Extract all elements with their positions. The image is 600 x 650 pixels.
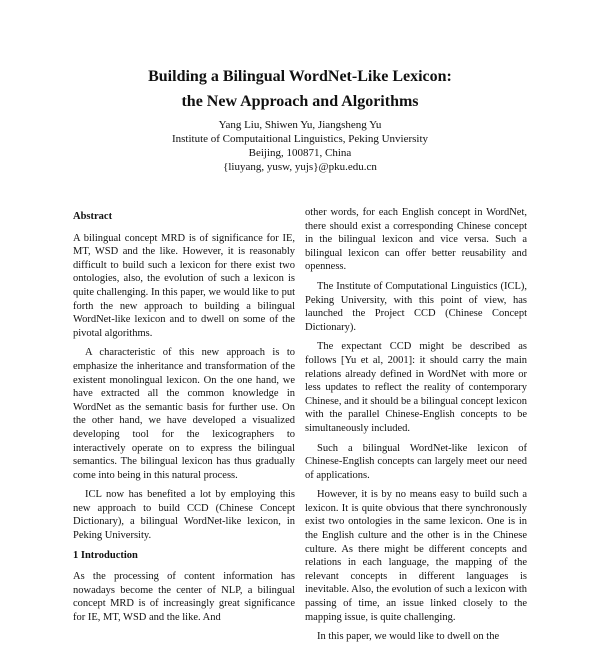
paper-title-line-1: Building a Bilingual WordNet-Like Lexicon:	[148, 68, 452, 85]
introduction-heading: 1 Introduction	[73, 549, 138, 561]
paper-title-line-2: the New Approach and Algorithms	[181, 93, 419, 110]
abstract-paragraph-1: A bilingual concept MRD is of significance for IE, MT, WSD and the like. However, it is reasonably difficult to build such a lexicon for there exist two ontologies, also, the evolution of such a lexicon is quite challenging. In this paper, we would like to put forth the new approach to building a bilingual WordNet-like lexicon and to dwell on some of the pivotal algorithms.	[73, 232, 295, 339]
introduction-paragraph-1: As the processing of content information has nowadays become the center of NLP, a bilingual concept MRD is of increasingly great significance for IE, MT, WSD and the like. And	[73, 571, 295, 624]
author-emails: {liuyang, yusw, yujs}@pku.edu.cn	[223, 161, 377, 173]
author-location: Beijing, 100871, China	[248, 147, 352, 159]
body-paragraph-4: Such a bilingual WordNet-like lexicon of Chinese-English concepts can largely meet our need of applications.	[305, 442, 527, 481]
right-column	[305, 206, 527, 650]
body-paragraph-6: In this paper, we would like to dwell on the	[317, 631, 500, 643]
body-paragraph-3: The expectant CCD might be described as follows [Yu et al, 2001]: it should carry the main relations already defined in WordNet with more or less updates to reflect the reality of contemporary Chinese, and it should be a bilingual concept lexicon with the parallel Chinese-English concepts to be simultaneously included.	[305, 341, 527, 434]
body-paragraph-2: The Institute of Computational Linguistics (ICL), Peking University, with this point of view, has launched the Project CCD (Chinese Concept Dictionary).	[305, 280, 527, 333]
author-affiliation: Institute of Computaitional Linguistics, Peking Unviersity	[171, 133, 429, 145]
left-column	[73, 206, 295, 631]
abstract-paragraph-2: A characteristic of this new approach is to emphasize the inheritance and transformation of the existent monolingual lexicon. On the one hand, we have extracted all the common knowledge in WordNet as the semantic basis for further use. On the other hand, we have developed a visualized developing tool for the lexicographers to interactively operate on to express the bilingual semantics. The bilingual lexicon has thus gradually come into being in this natural process.	[73, 347, 295, 481]
body-paragraph-1: other words, for each English concept in WordNet, there should exist a corresponding Chinese concept in the bilingual lexicon and vice versa. Such a bilingual lexicon can offer better reusability and openness.	[305, 207, 527, 273]
body-paragraph-5: However, it is by no means easy to build such a lexicon. It is quite obvious that there synchronously exist two ontologies in the same lexicon. One is in the English culture and the other is in the Chinese culture. As there might be different concepts and relations in each language, the mapping of the relevant concepts in different languages is inevitable. Also, the evolution of such a lexicon with passing of time, an issue linked closely to the mapping issue, is quite challenging.	[305, 489, 527, 623]
abstract-heading: Abstract	[73, 211, 113, 222]
author-block	[0, 118, 600, 174]
author-names: Yang Liu, Shiwen Yu, Jiangsheng Yu	[218, 119, 382, 131]
abstract-paragraph-3: ICL now has benefited a lot by employing this new approach to build CCD (Chinese Concept Dictionary), a bilingual WordNet-like lexicon, in Peking University.	[73, 489, 295, 542]
